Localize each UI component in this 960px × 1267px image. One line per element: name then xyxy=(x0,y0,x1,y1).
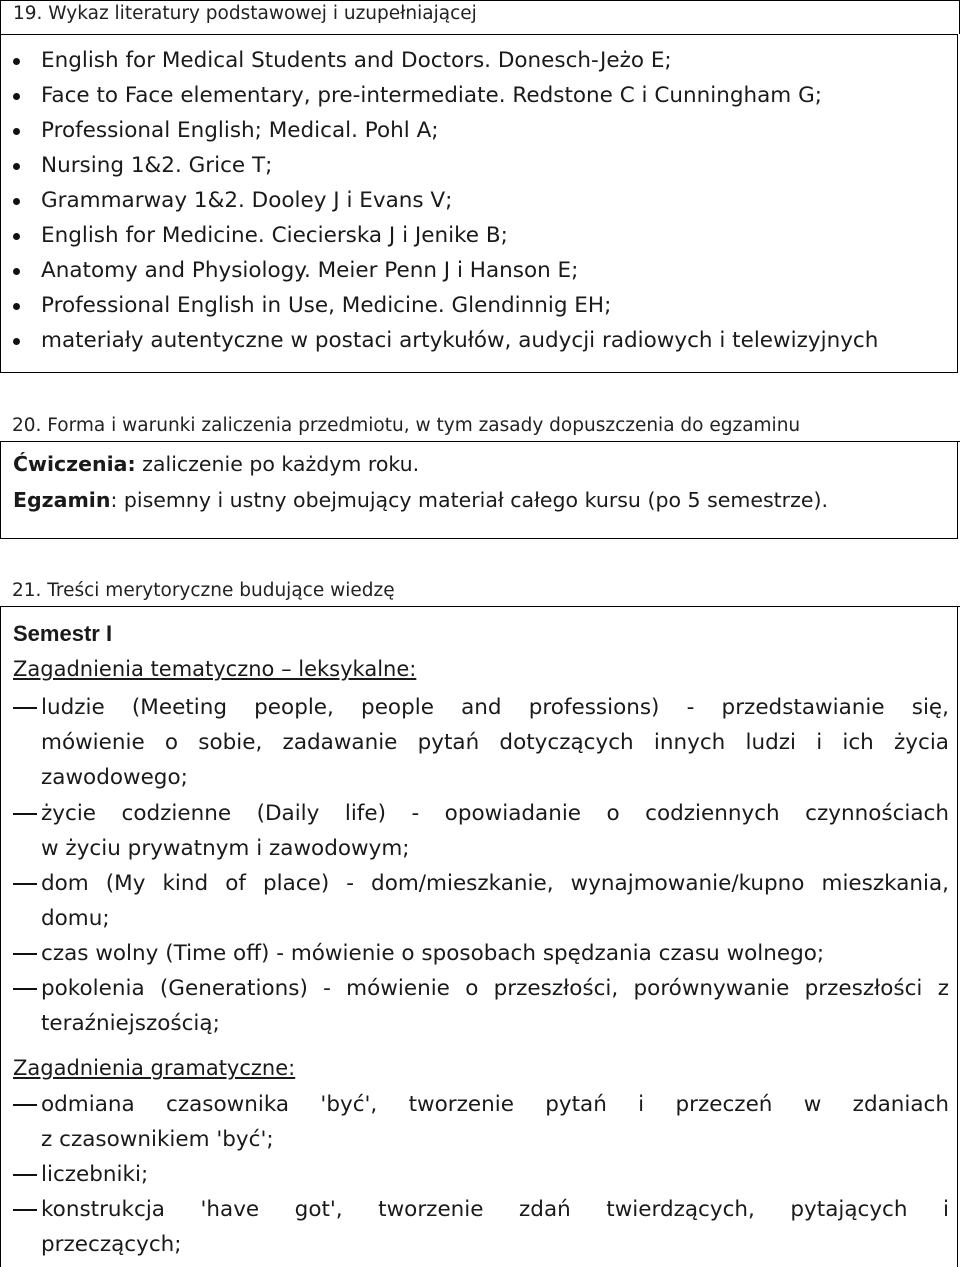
dash-icon xyxy=(13,1209,37,1211)
exam-line: Egzamin: pisemny i ustny obejmujący materiał całego kursu (po 5 semestrze). xyxy=(13,488,828,512)
grammar-item: odmiana czasownika 'być', tworzenie pytań i przeczeń w zdaniach z czasownikiem 'być'; xyxy=(1,1087,949,1157)
section-21-box xyxy=(0,607,958,1267)
list-item: Anatomy and Physiology. Meier Penn J i Hanson E; xyxy=(1,253,957,288)
list-item: English for Medical Students and Doctors. Donesch-Jeżo E; xyxy=(1,43,957,78)
list-item: Nursing 1&2. Grice T; xyxy=(1,148,957,183)
dash-icon xyxy=(13,988,37,990)
topic-item: życie codzienne (Daily life) - opowiadanie o codziennych czynnościach w życiu prywatnym i zawodowym; xyxy=(1,796,949,866)
topic-item: ludzie (Meeting people, people and professions) - przedstawianie się, mówienie o sobie, zadawanie pytań dotyczących innych ludzi i ich życia zawodowego; xyxy=(1,690,949,795)
literature-list xyxy=(1,43,957,358)
exercises-line: Ćwiczenia: zaliczenie po każdym roku. xyxy=(13,452,420,476)
bullet-icon xyxy=(13,128,20,135)
section-19-box xyxy=(0,34,958,373)
section-20-box xyxy=(0,442,958,539)
list-item: Face to Face elementary, pre-intermediate. Redstone C i Cunningham G; xyxy=(1,78,957,113)
section-20-header: 20. Forma i warunki zaliczenia przedmiotu, w tym zasady dopuszczenia do egzaminu xyxy=(0,410,960,442)
dash-icon xyxy=(13,813,37,815)
grammar-heading: Zagadnienia gramatyczne: xyxy=(13,1056,296,1080)
bullet-icon xyxy=(13,163,20,170)
dash-icon xyxy=(13,1174,37,1176)
topics-heading: Zagadnienia tematyczno – leksykalne: xyxy=(13,657,417,681)
grammar-item: liczebniki; xyxy=(1,1157,949,1192)
dash-icon xyxy=(13,953,37,955)
bullet-icon xyxy=(13,338,20,345)
list-item: materiały autentyczne w postaci artykułów, audycji radiowych i telewizyjnych xyxy=(1,323,957,358)
bullet-icon xyxy=(13,58,20,65)
dash-icon xyxy=(13,707,37,709)
dash-icon xyxy=(13,883,37,885)
section-21-header: 21. Treści merytoryczne budujące wiedzę xyxy=(0,575,960,607)
section-19-header: 19. Wykaz literatury podstawowej i uzupełniającej xyxy=(0,0,960,34)
topic-item: czas wolny (Time off) - mówienie o sposobach spędzania czasu wolnego; xyxy=(1,936,949,971)
bullet-icon xyxy=(13,233,20,240)
list-item: Professional English; Medical. Pohl A; xyxy=(1,113,957,148)
list-item: English for Medicine. Ciecierska J i Jenike B; xyxy=(1,218,957,253)
bullet-icon xyxy=(13,198,20,205)
list-item: Grammarway 1&2. Dooley J i Evans V; xyxy=(1,183,957,218)
bullet-icon xyxy=(13,268,20,275)
bullet-icon xyxy=(13,303,20,310)
dash-icon xyxy=(13,1104,37,1106)
bullet-icon xyxy=(13,93,20,100)
list-item: Professional English in Use, Medicine. Glendinnig EH; xyxy=(1,288,957,323)
semester-title: Semestr I xyxy=(13,621,113,646)
topic-item: pokolenia (Generations) - mówienie o przeszłości, porównywanie przeszłości z teraźniejszością; xyxy=(1,971,949,1041)
grammar-item: konstrukcja 'have got', tworzenie zdań twierdzących, pytających i przeczących; xyxy=(1,1192,949,1262)
topic-item: dom (My kind of place) - dom/mieszkanie, wynajmowanie/kupno mieszkania, domu; xyxy=(1,866,949,936)
